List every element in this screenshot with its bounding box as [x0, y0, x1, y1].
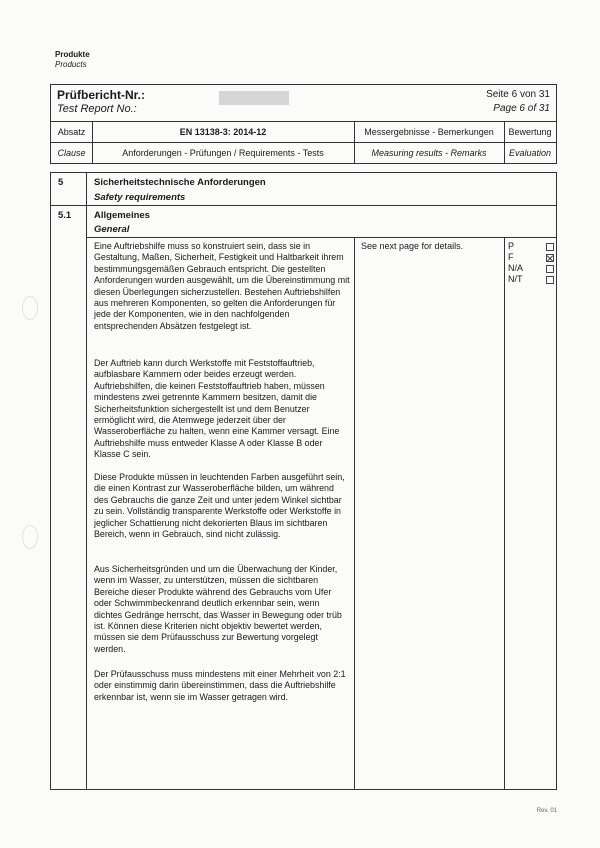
brand-line-de: Produkte: [55, 50, 90, 59]
divider: [51, 205, 556, 206]
page-number-en: Page 6 of 31: [493, 103, 550, 114]
requirement-paragraph: Aus Sicherheitsgründen und um die Überwachung der Kinder, wenn im Wasser, zu unterstützen, müssen die sichtbaren Bereiche dieser Produkte während des Gebrauchs vom Ufer oder Schwimmbeckenrand deutlich erkennbar sein, wenn dichtes Gedränge herrscht, das Wasser in Bewegung oder trüb ist. Können diese Kriterien nicht objektiv bewertet werden, müssen sie dem Prüfausschuss zur Bewertung vorgelegt werden.: [94, 564, 342, 654]
eval-label-f: F: [508, 252, 514, 262]
col-bewertung: Bewertung: [508, 126, 552, 137]
eval-label-nt: N/T: [508, 274, 523, 284]
revision-label: Rev. 01: [536, 808, 557, 814]
section-5-title-de: Sicherheitstechnische Anforderungen: [94, 177, 266, 188]
eval-label-na: N/A: [508, 263, 524, 273]
punch-hole: [22, 296, 38, 320]
eval-checkbox-f-checked: [546, 254, 554, 262]
section-51-title-de: Allgemeines: [94, 210, 150, 221]
page-number-de: Seite 6 von 31: [486, 89, 550, 100]
clause-table: [50, 172, 557, 790]
report-header: [50, 84, 557, 164]
redacted-report-number: [219, 91, 289, 105]
section-5-number: 5: [58, 177, 64, 188]
col-absatz: Absatz: [57, 126, 86, 137]
eval-checkbox-nt: [546, 276, 554, 284]
col-measuring: Measuring results - Remarks: [371, 148, 487, 158]
col-evaluation: Evaluation: [508, 148, 552, 158]
requirement-paragraph: Der Prüfausschuss muss mindestens mit einer Mehrheit von 2:1 oder einstimmig darin übereinstimmen, dass die Auftriebshilfe erkennbar ist, wenn sie im Wasser getragen wird.: [94, 669, 346, 702]
col-clause: Clause: [57, 148, 86, 158]
measuring-remark: See next page for details.: [361, 241, 464, 251]
divider: [92, 121, 93, 163]
requirement-paragraph: Eine Auftriebshilfe muss so konstruiert sein, dass sie in Gestaltung, Maßen, Sicherheit, Festigkeit und Haltbarkeit ihrem bestimmungsgemäßen Gebrauch entspricht. Die gestellten Anforderungen wurden ausgewählt, um die Übereinstimmung mit diesen Überlegungen sicherzustellen. Bestehen Auftriebshilfen aus mehreren Komponenten, so gelten die Anforderungen für jede der Komponenten, wie in den nachfolgenden entsprechenden Absätzen festgelegt ist.: [94, 241, 350, 331]
requirement-paragraph: Der Auftrieb kann durch Werkstoffe mit Feststoffauftrieb, aufblasbare Kammern oder beides erzeugt werden. Auftriebshilfen, die keinen Feststoffauftrieb haben, müssen mindestens zwei getrennte Kammern besitzen, damit die Sicherheitsfunktion sichergestellt ist und dem Benutzer ermöglicht wird, die Atemwege jederzeit über der Wasseroberfläche zu halten, wenn eine Kammer versagt. Eine Auftriebshilfe muss entweder Klasse A oder Klasse B oder Klasse C sein.: [94, 358, 340, 460]
eval-checkbox-na: [546, 265, 554, 273]
eval-checkbox-p: [546, 243, 554, 251]
eval-label-p: P: [508, 241, 515, 251]
divider: [504, 121, 505, 163]
report-title-en: Test Report No.:: [57, 103, 137, 115]
punch-hole: [22, 525, 38, 549]
col-messergebnisse: Messergebnisse - Bemerkungen: [364, 126, 494, 137]
divider: [86, 237, 556, 238]
divider: [354, 121, 355, 163]
brand-line-en: Products: [55, 60, 87, 69]
header-row-en: [51, 142, 556, 164]
section-51-number: 5.1: [58, 210, 72, 221]
col-requirements: Anforderungen - Prüfungen / Requirements - Tests: [122, 148, 324, 158]
divider: [504, 237, 505, 789]
divider: [86, 173, 87, 789]
header-row-de: [51, 121, 556, 143]
section-51-title-en: General: [94, 224, 130, 235]
col-standard: EN 13138-3: 2014-12: [179, 126, 267, 137]
requirement-paragraph: Diese Produkte müssen in leuchtenden Farben ausgeführt sein, die einen Kontrast zur Wasseroberfläche bilden, um während des Gebrauchs die ganze Zeit und unter jedem Winkel sichtbar zu sein. Vollständig transparente Werkstoffe oder Werkstoffe in jeglicher Schattierung nicht dekorierten Blaus im sichtbaren Bereich, wenn in Gebrauch, sind nicht zulässig.: [94, 472, 345, 540]
section-5-title-en: Safety requirements: [94, 192, 186, 203]
divider: [354, 237, 355, 789]
report-title-de: Prüfbericht-Nr.:: [57, 88, 146, 102]
